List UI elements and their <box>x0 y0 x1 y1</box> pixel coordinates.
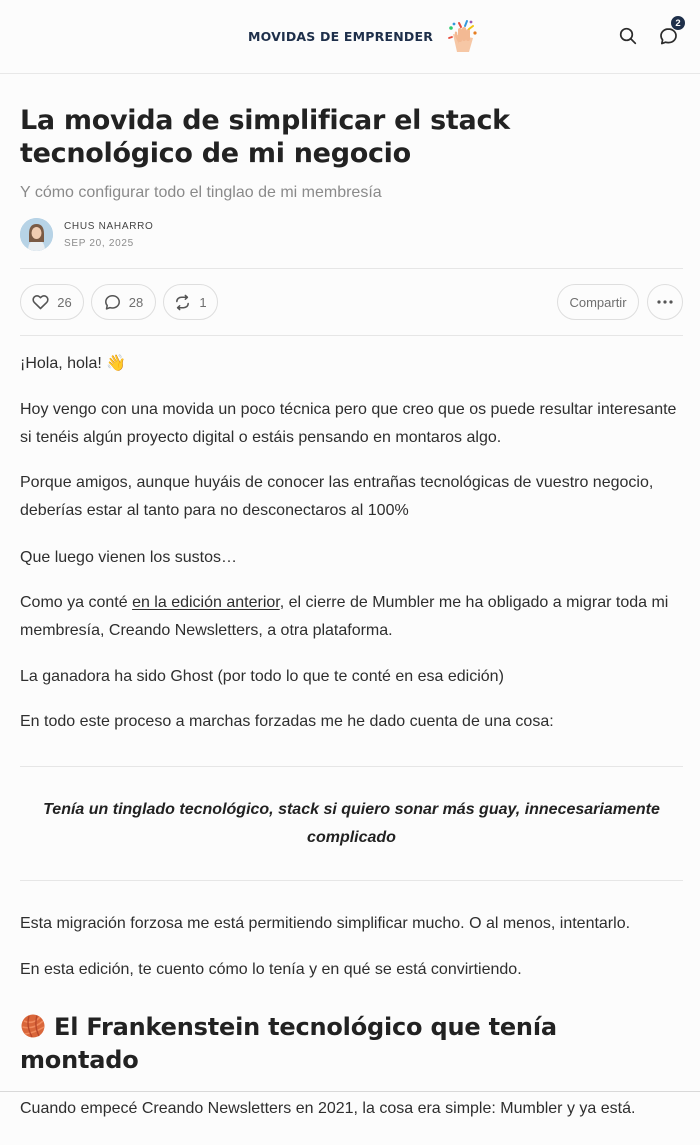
post-subtitle: Y cómo configurar todo el tinglao de mi membresía <box>20 184 382 201</box>
notification-badge: 2 <box>670 15 686 31</box>
divider <box>20 766 683 767</box>
paragraph: Cuando empecé Creando Newsletters en 2021, la cosa era simple: Mumbler y ya está. <box>20 1100 636 1117</box>
restack-button[interactable] <box>163 284 218 320</box>
like-count: 26 <box>57 294 72 310</box>
pull-quote: Tenía un tinglado tecnológico, stack si quiero sonar más guay, innecesariamente complicado <box>43 801 660 846</box>
waving-hand-icon: 👋 <box>106 355 127 372</box>
paragraph-text: Como ya conté <box>20 594 133 611</box>
divider <box>0 1091 700 1092</box>
search-icon <box>619 27 637 45</box>
paragraph: Esta migración forzosa me está permitiendo simplificar mucho. O al menos, intentarlo. <box>20 915 631 932</box>
section-heading-text: El Frankenstein tecnológico que tenía montado <box>20 1013 557 1074</box>
post-date: SEP 20, 2025 <box>64 237 134 249</box>
paragraph: En esta edición, te cuento cómo lo tenía y en qué se está convirtiendo. <box>20 961 522 978</box>
yarn-ball-icon <box>20 1013 46 1039</box>
restack-count: 1 <box>199 294 207 310</box>
comment-button[interactable] <box>91 284 156 320</box>
paragraph-text: , el cierre de Mumbler me ha obligado a migrar toda mi membresía, Creando Newsletters, a otra plataforma. <box>20 594 669 639</box>
paragraph: Porque amigos, aunque huyáis de conocer las entrañas tecnológicas de vuestro negocio, deberías estar al tanto para no desconectaros al 100% <box>20 474 654 519</box>
author-byline <box>20 218 154 251</box>
previous-edition-link[interactable]: en la edición anterior <box>132 594 280 611</box>
restack-icon <box>174 294 191 311</box>
divider <box>20 335 683 336</box>
post-title: La movida de simplificar el stack tecnológico de mi negocio <box>20 105 510 169</box>
share-button[interactable] <box>557 284 639 320</box>
search-button[interactable] <box>614 22 642 50</box>
publication-brand[interactable] <box>248 16 479 56</box>
paragraph <box>20 589 680 645</box>
heart-icon <box>32 294 49 310</box>
author-name[interactable]: CHUS NAHARRO <box>64 220 154 232</box>
divider <box>20 880 683 881</box>
comment-count: 28 <box>128 294 144 310</box>
author-avatar[interactable] <box>20 218 53 251</box>
divider <box>20 268 683 269</box>
paragraph: Que luego vienen los sustos… <box>20 549 238 566</box>
top-bar <box>0 0 700 74</box>
more-options-button[interactable] <box>647 284 683 320</box>
like-button[interactable] <box>20 284 84 320</box>
more-horizontal-icon <box>657 300 673 304</box>
paragraph: Hoy vengo con una movida un poco técnica pero que creo que os puede resultar interesante si tenéis algún proyecto digital o estáis pensando en montaros algo. <box>20 401 677 446</box>
share-label: Compartir <box>569 294 627 310</box>
publication-name[interactable]: MOVIDAS DE EMPRENDER <box>248 28 434 44</box>
paragraph: La ganadora ha sido Ghost (por todo lo que te conté en esa edición) <box>20 668 504 685</box>
chat-button[interactable] <box>654 17 682 50</box>
section-heading <box>20 1011 680 1077</box>
paragraph: En todo este proceso a marchas forzadas me he dado cuenta de una cosa: <box>20 713 554 730</box>
hand-party-popper-logo-icon[interactable] <box>443 18 479 54</box>
comment-icon <box>104 294 121 311</box>
paragraph <box>20 350 680 378</box>
paragraph-text: ¡Hola, hola! <box>20 355 102 372</box>
